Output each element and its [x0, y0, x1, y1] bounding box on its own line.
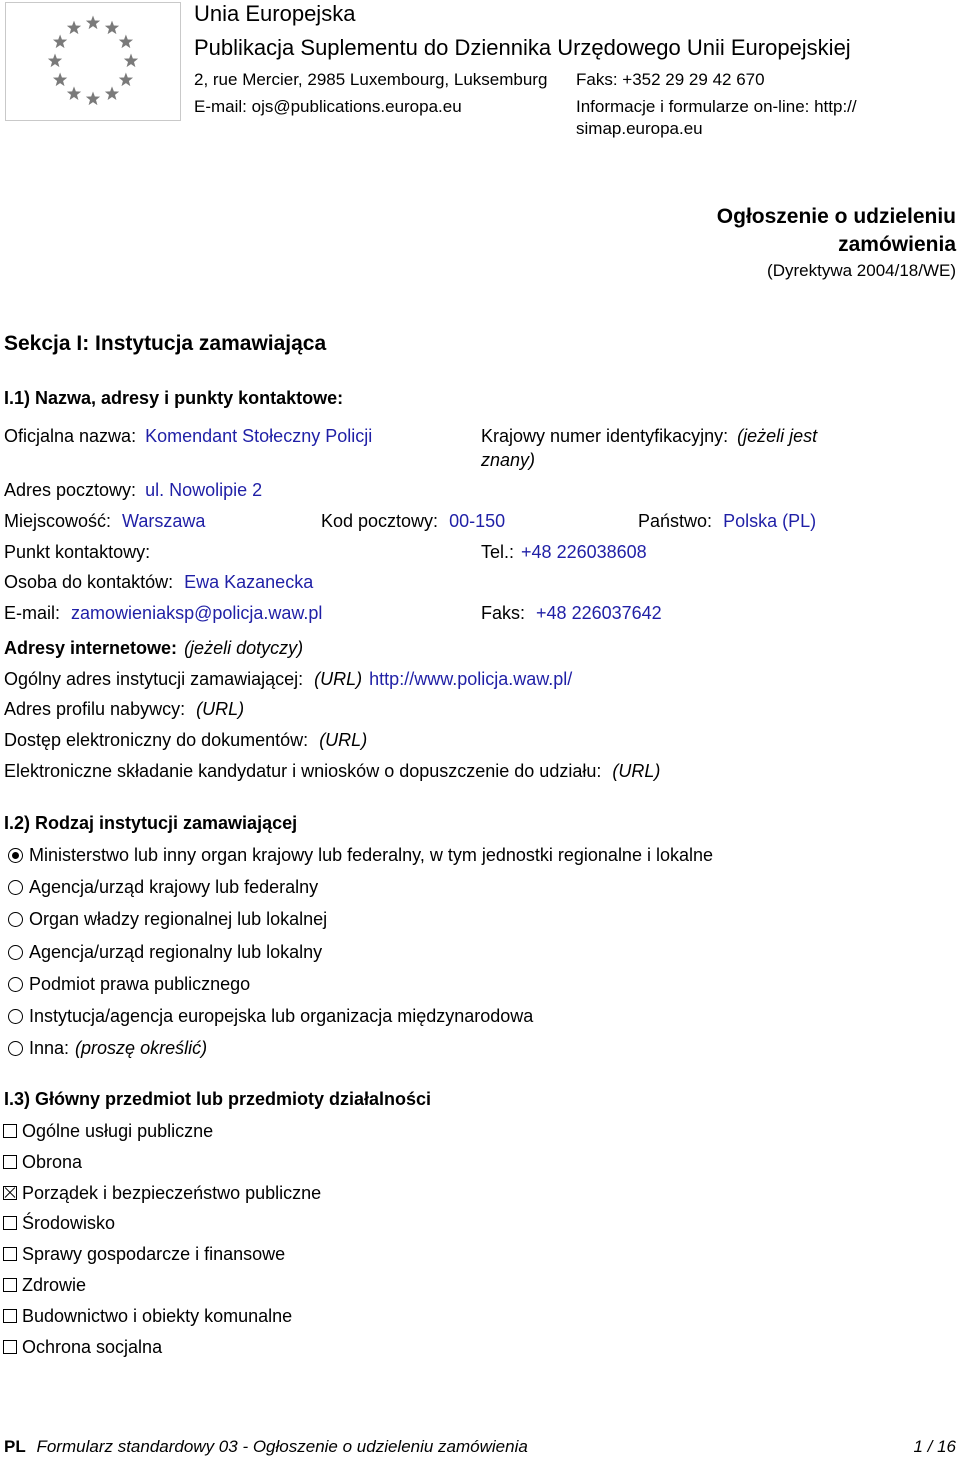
activity-label: Środowisko — [22, 1213, 116, 1233]
flag-star-icon — [67, 21, 81, 35]
checkbox-empty-icon[interactable] — [3, 1155, 17, 1169]
fax-row — [481, 603, 662, 624]
contact-point-label: Punkt kontaktowy: — [4, 542, 151, 562]
tel-row — [481, 542, 647, 563]
general-address-url-tag: (URL) — [314, 669, 363, 689]
header-publication: Publikacja Suplementu do Dziennika Urzędowego Unii Europejskiej — [194, 35, 851, 60]
authority-type-option[interactable] — [8, 909, 327, 930]
footer-form: Formularz standardowy 03 - Ogłoszenie o udzieleniu zamówienia — [36, 1437, 528, 1456]
radio-empty-icon[interactable] — [8, 1041, 23, 1056]
checkbox-empty-icon[interactable] — [3, 1216, 17, 1230]
activity-label: Sprawy gospodarcze i finansowe — [22, 1244, 286, 1264]
notice-title-line2: zamówienia — [838, 233, 956, 256]
authority-type-option[interactable] — [8, 1038, 207, 1059]
flag-star-icon — [105, 21, 119, 35]
flag-star-icon — [53, 73, 67, 87]
official-name-label: Oficjalna nazwa: — [4, 426, 137, 446]
radio-selected-icon[interactable] — [8, 848, 23, 863]
postcode-row — [321, 511, 505, 532]
eu-flag-logo — [5, 2, 181, 121]
town-row — [4, 511, 205, 532]
checkbox-empty-icon[interactable] — [3, 1247, 17, 1261]
notice-title-line1: Ogłoszenie o udzieleniu — [716, 205, 956, 228]
activity-option[interactable] — [3, 1121, 213, 1142]
authority-type-label: Instytucja/agencja europejska lub organizacja międzynarodowa — [29, 1006, 534, 1026]
internet-label: Adresy internetowe: — [4, 638, 178, 658]
town-label: Miejscowość: — [4, 511, 112, 531]
authority-type-label: Podmiot prawa publicznego — [29, 974, 251, 994]
authority-type-label: Organ władzy regionalnej lub lokalnej — [29, 909, 328, 929]
national-id-label: Krajowy numer identyfikacyjny: — [481, 426, 729, 446]
postal-value: ul. Nowolipie 2 — [145, 480, 263, 500]
header-address: 2, rue Mercier, 2985 Luxembourg, Luksemburg — [194, 70, 548, 89]
radio-empty-icon[interactable] — [8, 1009, 23, 1024]
footer-left — [4, 1437, 528, 1457]
radio-empty-icon[interactable] — [8, 977, 23, 992]
checkbox-checked-icon[interactable] — [3, 1186, 17, 1200]
activity-option[interactable] — [3, 1244, 285, 1265]
authority-type-option[interactable] — [8, 974, 250, 995]
flag-star-icon — [53, 35, 67, 49]
internet-row — [4, 638, 303, 659]
fax-label: Faks: — [481, 603, 526, 623]
footer-lang: PL — [4, 1437, 26, 1456]
e-submission-url-tag: (URL) — [612, 761, 661, 781]
header-org: Unia Europejska — [194, 1, 356, 26]
e-access-row — [4, 730, 367, 751]
official-name-row — [4, 426, 372, 447]
national-id-note: (jeżeli jest — [737, 426, 818, 446]
activity-label: Obrona — [22, 1152, 83, 1172]
tel-value: +48 226038608 — [521, 542, 647, 562]
country-row — [638, 511, 816, 532]
activity-label: Porządek i bezpieczeństwo publiczne — [22, 1183, 322, 1203]
fax-value: +48 226037642 — [536, 603, 662, 623]
footer-page: 1 / 16 — [913, 1437, 956, 1456]
header-info-line1: Informacje i formularze on-line: http:// — [576, 97, 857, 116]
tel-label: Tel.: — [481, 542, 515, 562]
general-address-row — [4, 669, 572, 690]
header-fax: Faks: +352 29 29 42 670 — [576, 70, 765, 89]
header-info-line2: simap.europa.eu — [576, 119, 703, 138]
i3-title: I.3) Główny przedmiot lub przedmioty działalności — [4, 1089, 432, 1109]
authority-type-label: Agencja/urząd regionalny lub lokalny — [29, 942, 323, 962]
postal-row — [4, 480, 262, 501]
flag-star-icon — [67, 86, 81, 100]
activity-option[interactable] — [3, 1213, 115, 1234]
activity-label: Budownictwo i obiekty komunalne — [22, 1306, 293, 1326]
radio-empty-icon[interactable] — [8, 945, 23, 960]
authority-type-label: Agencja/urząd krajowy lub federalny — [29, 877, 319, 897]
activity-option[interactable] — [3, 1183, 321, 1204]
flag-star-icon — [119, 73, 133, 87]
authority-type-option[interactable] — [8, 877, 318, 898]
national-id-row — [481, 426, 817, 447]
i1-title: I.1) Nazwa, adresy i punkty kontaktowe: — [4, 388, 344, 408]
postcode-label: Kod pocztowy: — [321, 511, 439, 531]
e-submission-row — [4, 761, 660, 782]
activity-option[interactable] — [3, 1275, 86, 1296]
town-value: Warszawa — [122, 511, 206, 531]
flag-star-icon — [105, 86, 119, 100]
person-value: Ewa Kazanecka — [184, 572, 314, 592]
activity-label: Zdrowie — [22, 1275, 87, 1295]
checkbox-empty-icon[interactable] — [3, 1124, 17, 1138]
activity-label: Ogólne usługi publiczne — [22, 1121, 214, 1141]
checkbox-empty-icon[interactable] — [3, 1340, 17, 1354]
authority-type-option[interactable] — [8, 845, 713, 866]
authority-type-note: (proszę określić) — [75, 1038, 208, 1058]
email-label: E-mail: — [4, 603, 61, 623]
country-label: Państwo: — [638, 511, 713, 531]
e-access-url-tag: (URL) — [319, 730, 368, 750]
authority-type-option[interactable] — [8, 942, 322, 963]
activity-option[interactable] — [3, 1152, 82, 1173]
flag-star-icon — [48, 54, 62, 68]
authority-type-label: Ministerstwo lub inny organ krajowy lub federalny, w tym jednostki regionalne i lokalne — [29, 845, 713, 865]
radio-empty-icon[interactable] — [8, 880, 23, 895]
person-row — [4, 572, 313, 593]
buyer-profile-row — [4, 699, 244, 720]
general-address-label: Ogólny adres instytucji zamawiającej: — [4, 669, 304, 689]
authority-type-label: Inna: — [29, 1038, 70, 1058]
checkbox-empty-icon[interactable] — [3, 1309, 17, 1323]
postal-label: Adres pocztowy: — [4, 480, 137, 500]
buyer-profile-url-tag: (URL) — [196, 699, 245, 719]
flag-star-icon — [86, 92, 100, 106]
general-address-link[interactable]: http://www.policja.waw.pl/ — [369, 669, 573, 689]
activity-label: Ochrona socjalna — [22, 1337, 163, 1357]
authority-type-option[interactable] — [8, 1006, 533, 1027]
activity-option[interactable] — [3, 1306, 292, 1327]
flag-star-icon — [86, 16, 100, 30]
radio-empty-icon[interactable] — [8, 912, 23, 927]
header-email: E-mail: ojs@publications.europa.eu — [194, 97, 462, 116]
activity-option[interactable] — [3, 1337, 162, 1358]
section-title: Sekcja I: Instytucja zamawiająca — [4, 332, 327, 355]
checkbox-empty-icon[interactable] — [3, 1278, 17, 1292]
e-submission-label: Elektroniczne składanie kandydatur i wniosków o dopuszczenie do udziału: — [4, 761, 602, 781]
email-row — [4, 603, 322, 624]
country-value: Polska (PL) — [723, 511, 817, 531]
flag-star-icon — [124, 54, 138, 68]
buyer-profile-label: Adres profilu nabywcy: — [4, 699, 186, 719]
e-access-label: Dostęp elektroniczny do dokumentów: — [4, 730, 309, 750]
flag-star-icon — [119, 35, 133, 49]
internet-note: (jeżeli dotyczy) — [184, 638, 304, 658]
official-name-value: Komendant Stołeczny Policji — [145, 426, 373, 446]
i2-title: I.2) Rodzaj instytucji zamawiającej — [4, 813, 298, 833]
notice-directive: (Dyrektywa 2004/18/WE) — [767, 261, 956, 280]
national-id-note-cont: znany) — [481, 450, 536, 470]
postcode-value: 00-150 — [449, 511, 506, 531]
email-value[interactable]: zamowieniaksp@policja.waw.pl — [71, 603, 323, 623]
person-label: Osoba do kontaktów: — [4, 572, 174, 592]
